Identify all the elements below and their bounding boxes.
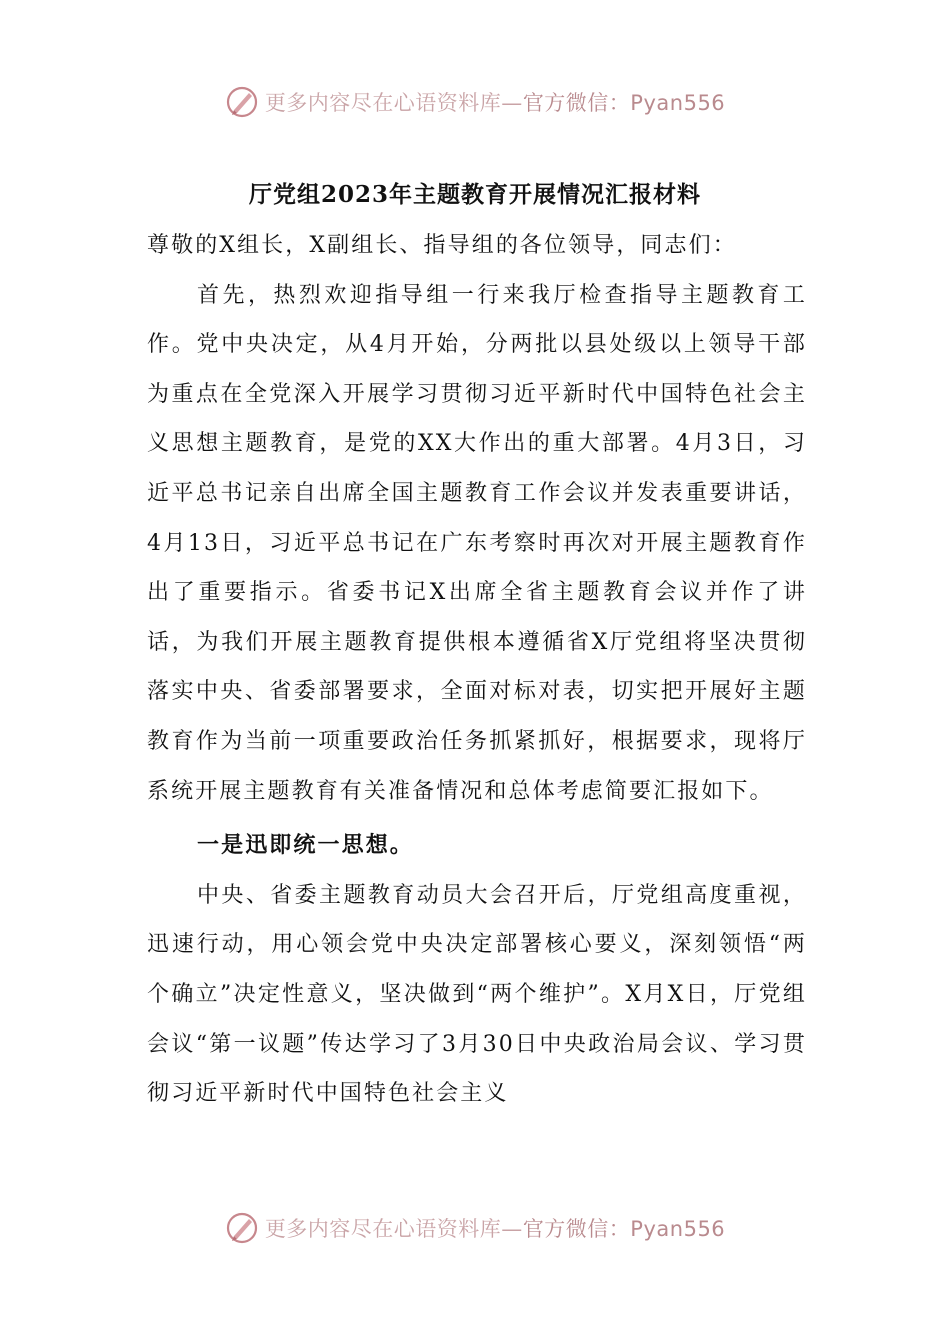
document-body (147, 221, 807, 1119)
paragraph-unify-thought: 中央、省委主题教育动员大会召开后，厅党组高度重视，迅速行动，用心领会党中央决定部署核心要义，深刻领悟“两个确立”决定性意义，坚决做到“两个维护”。X月X日，厅党组会议“第一议题”传达学习了3月30日中央政治局会议、学习贯彻习近平新时代中国特色社会主义 (147, 882, 807, 1107)
watermark-contact: 官方微信：Pyan556 (522, 1217, 726, 1241)
watermark-contact: 官方微信：Pyan556 (522, 91, 726, 115)
section-heading: 一是迅即统一思想。 (197, 832, 414, 859)
footer-watermark (0, 1208, 950, 1248)
watermark-text: 更多内容尽在心语资料库— (264, 1217, 523, 1241)
header-watermark (0, 82, 950, 122)
document-title: 厅党组2023年主题教育开展情况汇报材料 (248, 181, 701, 208)
paragraph-intro: 首先，热烈欢迎指导组一行来我厅检查指导主题教育工作。党中央决定，从4月开始，分两批以县处级以上领导干部为重点在全党深入开展学习贯彻习近平新时代中国特色社会主义思想主题教育，是党的XX大作出的重大部署。4月3日，习近平总书记亲自出席全国主题教育工作会议并发表重要讲话，4月13日，习近平总书记在广东考察时再次对开展主题教育作出了重要指示。省委书记X出席全省主题教育会议并作了讲话，为我们开展主题教育提供根本遵循省X厅党组将坚决贯彻落实中央、省委部署要求，全面对标对表，切实把开展好主题教育作为当前一项重要政治任务抓紧抓好，根据要求，现将厅系统开展主题教育有关准备情况和总体考虑简要汇报如下。 (147, 282, 807, 804)
pen-seal-icon (225, 1211, 259, 1245)
salutation: 尊敬的X组长，X副组长、指导组的各位领导，同志们： (147, 233, 737, 258)
watermark-text: 更多内容尽在心语资料库— (264, 91, 523, 115)
pen-seal-icon (225, 85, 259, 119)
